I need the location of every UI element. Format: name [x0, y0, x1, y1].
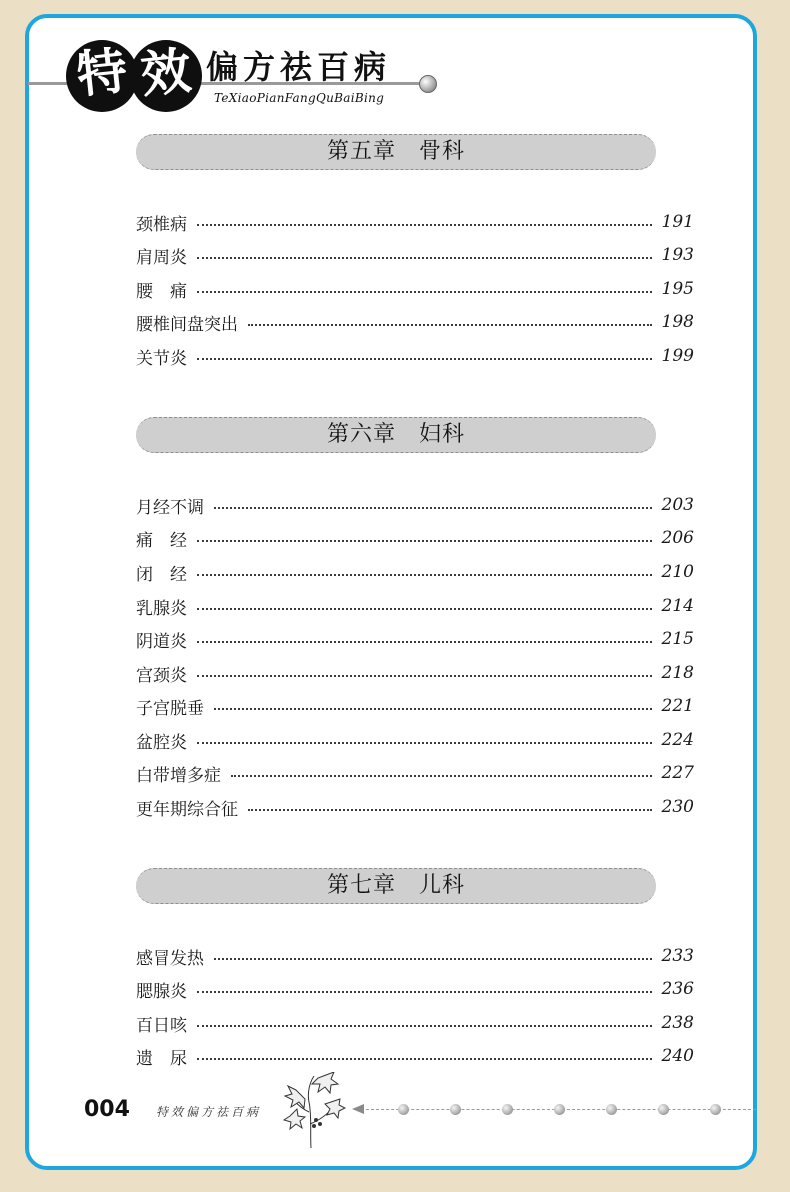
toc-entry[interactable]: [136, 943, 694, 969]
book-header: [0, 0, 790, 120]
footer-dot: [450, 1104, 461, 1115]
footer-dot: [606, 1104, 617, 1115]
toc-entry[interactable]: [136, 1043, 694, 1069]
leader-dots: [197, 641, 652, 643]
toc-entry-name: 乳腺炎: [136, 598, 187, 619]
logo-char-2: 效: [138, 40, 194, 105]
leader-dots: [197, 742, 652, 744]
toc-entry[interactable]: [136, 209, 694, 235]
leader-dots: [248, 324, 652, 326]
toc-entry-name: 盆腔炎: [136, 732, 187, 753]
leader-dots: [214, 708, 652, 710]
toc-entry[interactable]: [136, 492, 694, 518]
toc-entry-name: 感冒发热: [136, 948, 204, 969]
leader-dots: [197, 574, 652, 576]
toc-entry[interactable]: [136, 343, 694, 369]
arrow-left-icon: [352, 1104, 364, 1114]
toc-entry-page: 193: [661, 245, 694, 265]
toc-entry-page: 191: [661, 212, 694, 232]
toc-entry-page: 215: [661, 629, 694, 649]
leader-dots: [197, 224, 652, 226]
leader-dots: [197, 1025, 652, 1027]
footer-dot: [710, 1104, 721, 1115]
toc-entry[interactable]: [136, 794, 694, 820]
leader-dots: [197, 991, 652, 993]
toc-entry[interactable]: [136, 525, 694, 551]
toc-entry[interactable]: [136, 1010, 694, 1036]
footer-dot: [502, 1104, 513, 1115]
leader-dots: [231, 775, 652, 777]
toc-entry-page: 224: [661, 730, 694, 750]
leader-dots: [197, 1058, 652, 1060]
toc-entry-name: 遗 尿: [136, 1048, 187, 1069]
toc-entry-page: 240: [661, 1046, 694, 1066]
chapter-heading-5: 第五章 骨科: [136, 134, 656, 170]
leader-dots: [197, 540, 652, 542]
toc-entry-name: 腰 痛: [136, 281, 187, 302]
toc-entry[interactable]: [136, 976, 694, 1002]
toc-entry-page: 199: [661, 346, 694, 366]
toc-entry-name: 关节炎: [136, 348, 187, 369]
toc-entry-name: 白带增多症: [136, 765, 221, 786]
footer-dot: [554, 1104, 565, 1115]
toc-entry-page: 203: [661, 495, 694, 515]
plant-illustration-icon: [276, 1072, 346, 1150]
toc-entry[interactable]: [136, 276, 694, 302]
toc-entry-page: 214: [661, 596, 694, 616]
logo-badge-2: [130, 40, 202, 112]
toc-entry-page: 227: [661, 763, 694, 783]
book-title: 偏方祛百病: [206, 48, 392, 86]
leader-dots: [214, 507, 652, 509]
toc-entry[interactable]: [136, 309, 694, 335]
chapter-heading-6: 第六章 妇科: [136, 417, 656, 453]
toc-entry-name: 腮腺炎: [136, 981, 187, 1002]
leader-dots: [214, 958, 652, 960]
toc-entry-page: 206: [661, 528, 694, 548]
toc-entry-page: 233: [661, 946, 694, 966]
toc-entry-name: 肩周炎: [136, 247, 187, 268]
toc-entry-name: 阴道炎: [136, 631, 187, 652]
toc-entry[interactable]: [136, 760, 694, 786]
toc-entry[interactable]: [136, 593, 694, 619]
toc-entry-page: 230: [661, 797, 694, 817]
toc-entry[interactable]: [136, 660, 694, 686]
leader-dots: [197, 257, 652, 259]
toc-entry-name: 闭 经: [136, 564, 187, 585]
toc-entry[interactable]: [136, 626, 694, 652]
toc-entry-name: 颈椎病: [136, 214, 187, 235]
toc-entry[interactable]: [136, 727, 694, 753]
toc-entry-name: 痛 经: [136, 530, 187, 551]
footer-dot: [658, 1104, 669, 1115]
toc-entry-page: 221: [661, 696, 694, 716]
toc-entry[interactable]: [136, 242, 694, 268]
chapter-heading-7: 第七章 儿科: [136, 868, 656, 904]
header-rule-ball: [419, 75, 437, 93]
leader-dots: [197, 608, 652, 610]
leader-dots: [197, 358, 652, 360]
page-number: 004: [84, 1097, 130, 1122]
toc-entry-page: 210: [661, 562, 694, 582]
toc-entry-page: 218: [661, 663, 694, 683]
book-title-pinyin: TeXiaoPianFangQuBaiBing: [214, 91, 385, 105]
toc-entry-name: 百日咳: [136, 1015, 187, 1036]
toc-entry-name: 子宫脱垂: [136, 698, 204, 719]
toc-entry-name: 宫颈炎: [136, 665, 187, 686]
leader-dots: [197, 291, 652, 293]
toc-entry-page: 198: [661, 312, 694, 332]
leader-dots: [197, 675, 652, 677]
toc-entry[interactable]: [136, 559, 694, 585]
toc-entry[interactable]: [136, 693, 694, 719]
leader-dots: [248, 809, 652, 811]
toc-entry-page: 236: [661, 979, 694, 999]
toc-entry-name: 月经不调: [136, 497, 204, 518]
toc-entry-name: 更年期综合征: [136, 799, 238, 820]
footer-dot: [398, 1104, 409, 1115]
toc-entry-name: 腰椎间盘突出: [136, 314, 238, 335]
toc-entry-page: 195: [661, 279, 694, 299]
toc-entry-page: 238: [661, 1013, 694, 1033]
footer-book-title: 特效偏方祛百病: [156, 1105, 262, 1119]
logo-char-1: 特: [74, 40, 130, 105]
